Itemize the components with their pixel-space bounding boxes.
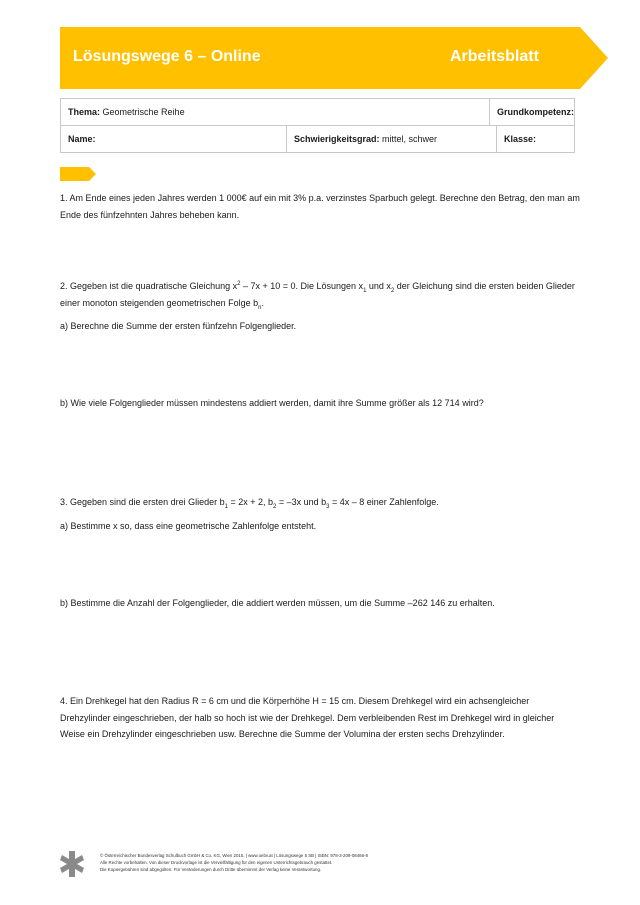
klasse-label: Klasse:	[504, 134, 537, 144]
schwierigkeitsgrad-label: Schwierigkeitsgrad:	[294, 134, 380, 144]
task-2-part: .	[261, 297, 264, 308]
task-2-sub: n	[258, 304, 262, 311]
task-2-text	[60, 278, 580, 311]
task-3-part: = –3x und b	[276, 497, 327, 507]
schwierigkeitsgrad-cell	[287, 126, 497, 153]
header-worksheet-label: Arbeitsblatt	[450, 48, 539, 65]
task-2a	[60, 318, 580, 335]
task-2	[60, 278, 580, 311]
section-arrow-tag	[60, 167, 96, 181]
task-3-part: = 2x + 2, b	[227, 497, 273, 507]
task-2-sub: 2	[390, 287, 395, 294]
task-2-part: – 7x + 10 = 0. Die Lösungen x	[240, 281, 364, 291]
task-3-sub: 3	[326, 503, 330, 510]
oebv-logo-icon	[60, 851, 84, 877]
task-2-part: 2. Gegeben ist die quadratische Gleichung x	[60, 281, 238, 291]
task-2a-text: a) Berechne die Summe der ersten fünfzehn Folgenglieder.	[60, 321, 297, 331]
header-title: Lösungswege 6 – Online	[73, 48, 261, 65]
task-3b-text: b) Bestimme die Anzahl der Folgenglieder, die addiert werden müssen, um die Summe –262 146 zu erhalten.	[60, 598, 495, 608]
task-3-part: = 4x – 8 einer Zahlenfolge.	[329, 497, 439, 507]
task-2-sup: 2	[237, 281, 241, 287]
klasse-cell	[497, 126, 575, 153]
task-4-text: 4. Ein Drehkegel hat den Radius R = 6 cm und die Körperhöhe H = 15 cm. Diesem Drehkegel wird ein achsengleicher Drehzylinder eingeschrieben, der halb so hoch ist wie der Drehkegel. Dem verbleibenden Rest im Drehkegel wird in gleicher Weise ein Drehzylinder eingeschrieben usw. Berechne die Summe der Volumina der ersten sechs Drehzylinder.	[60, 696, 555, 739]
thema-value: Geometrische Reihe	[102, 107, 185, 117]
thema-label: Thema:	[68, 107, 101, 117]
task-4	[60, 693, 580, 743]
task-3a	[60, 518, 580, 535]
task-3a-text: a) Bestimme x so, dass eine geometrische Zahlenfolge entsteht.	[60, 521, 317, 531]
task-2b	[60, 395, 580, 412]
footer-rights: Alle Rechte vorbehalten. Von dieser Druckvorlage ist die Vervielfältigung für den eigenen Unterrichtsgebrauch gestattet.	[100, 860, 333, 865]
schwierigkeitsgrad-value: mittel, schwer	[382, 134, 438, 144]
grundkompetenz-label: Grundkompetenz:	[496, 107, 574, 117]
footer-copyright: © Österreichischer Bundesverlag Schulbuch GmbH & Co. KG, Wien 2015. | www.oebv.at | Lösungswege 5 SB | ISBN: 978-3-209-08466-8	[100, 853, 368, 858]
task-1	[60, 190, 580, 223]
task-3-sub: 2	[272, 503, 277, 510]
thema-cell	[61, 99, 490, 126]
task-3	[60, 494, 580, 511]
footer-disclaimer: Die Kopiergebühren sind abgegolten. Für Veränderungen durch Dritte übernimmt der Verlag keine Verantwortung.	[100, 867, 322, 872]
task-2b-text: b) Wie viele Folgenglieder müssen mindestens addiert werden, damit ihre Summe größer als 12 714 wird?	[60, 398, 484, 408]
task-2-part: der Gleichung sind die ersten beiden Glieder einer monoton steigenden geometrischen Folge b	[60, 281, 575, 308]
task-3-text	[60, 494, 580, 511]
name-cell	[61, 126, 287, 153]
task-2-part: und x	[366, 281, 391, 291]
task-3-part: 3. Gegeben sind die ersten drei Glieder b	[60, 497, 225, 507]
header-banner	[60, 27, 608, 89]
info-table	[60, 98, 575, 153]
footer	[100, 852, 540, 873]
task-2-sub: 1	[363, 287, 367, 294]
task-1-text: 1. Am Ende eines jeden Jahres werden 1 000€ auf ein mit 3% p.a. verzinstes Sparbuch gelegt. Berechne den Betrag, den man am Ende des fünfzehnten Jahres beheben kann.	[60, 193, 580, 220]
grundkompetenz-cell	[489, 99, 574, 126]
name-label: Name:	[68, 134, 96, 144]
task-3-sub: 1	[224, 503, 228, 510]
task-3b	[60, 595, 580, 612]
